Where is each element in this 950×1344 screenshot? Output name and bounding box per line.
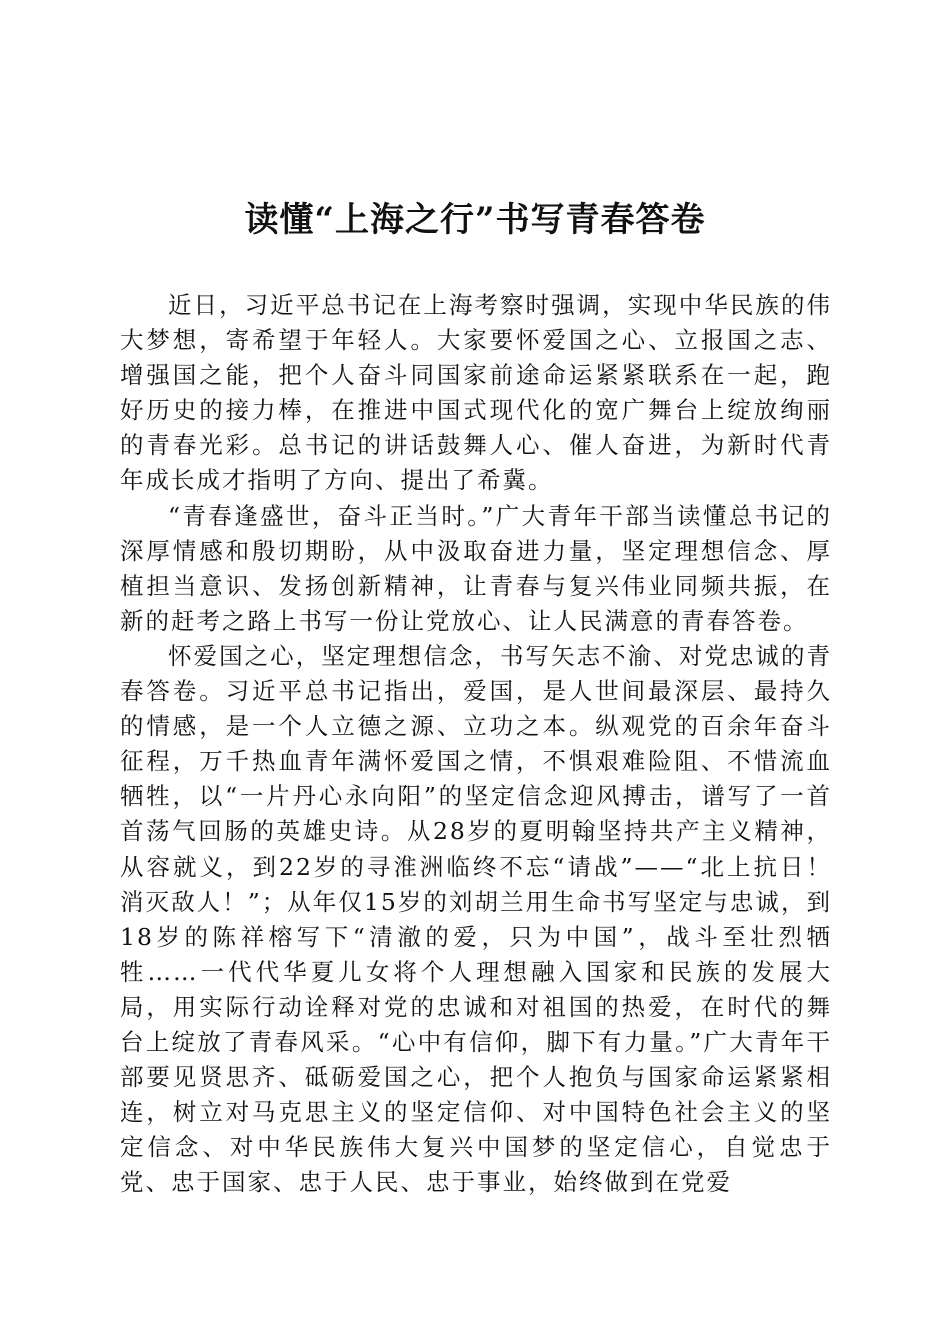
paragraph-1: 近日，习近平总书记在上海考察时强调，实现中华民族的伟大梦想，寄希望于年轻人。大家要怀爱国之心、立报国之志、增强国之能，把个人奋斗同国家前途命运紧紧联系在一起，跑好历史的接力棒，在推进中国式现代化的宽广舞台上绽放绚丽的青春光彩。总书记的讲话鼓舞人心、催人奋进，为新时代青年成长成才指明了方向、提出了希冀。 — [120, 291, 832, 495]
paragraph-2: “青春逢盛世，奋斗正当时。”广大青年干部当读懂总书记的深厚情感和殷切期盼，从中汲取奋进力量，坚定理想信念、厚植担当意识、发扬创新精神，让青春与复兴伟业同频共振，在新的赶考之路上书写一份让党放心、让人民满意的青春答卷。 — [120, 501, 832, 635]
article-body — [120, 288, 832, 1200]
page-title: 读懂“上海之行”书写青春答卷 — [244, 200, 706, 240]
paragraph-3: 怀爱国之心，坚定理想信念，书写矢志不渝、对党忠诚的青春答卷。习近平总书记指出，爱国，是人世间最深层、最持久的情感，是一个人立德之源、立功之本。纵观党的百余年奋斗征程，万千热血青年满怀爱国之情，不惧艰难险阻、不惜流血牺牲，以“一片丹心永向阳”的坚定信念迎风搏击，谱写了一首首荡气回肠的英雄史诗。从28岁的夏明翰坚持共产主义精神，从容就义，到22岁的寻淮洲临终不忘“请战”——“北上抗日！消灭敌人！”；从年仅15岁的刘胡兰用生命书写坚定与忠诚，到18岁的陈祥榕写下“清澈的爱，只为中国”，战斗至壮烈牺牲……一代代华夏儿女将个人理想融入国家和民族的发展大局，用实际行动诠释对党的忠诚和对祖国的热爱，在时代的舞台上绽放了青春风采。“心中有信仰，脚下有力量。”广大青年干部要见贤思齐、砥砺爱国之心，把个人抱负与国家命运紧紧相连，树立对马克思主义的坚定信仰、对中国特色社会主义的坚定信念、对中华民族伟大复兴中国梦的坚定信心，自觉忠于党、忠于国家、忠于人民、忠于事业，始终做到在党爱 — [120, 641, 832, 1197]
